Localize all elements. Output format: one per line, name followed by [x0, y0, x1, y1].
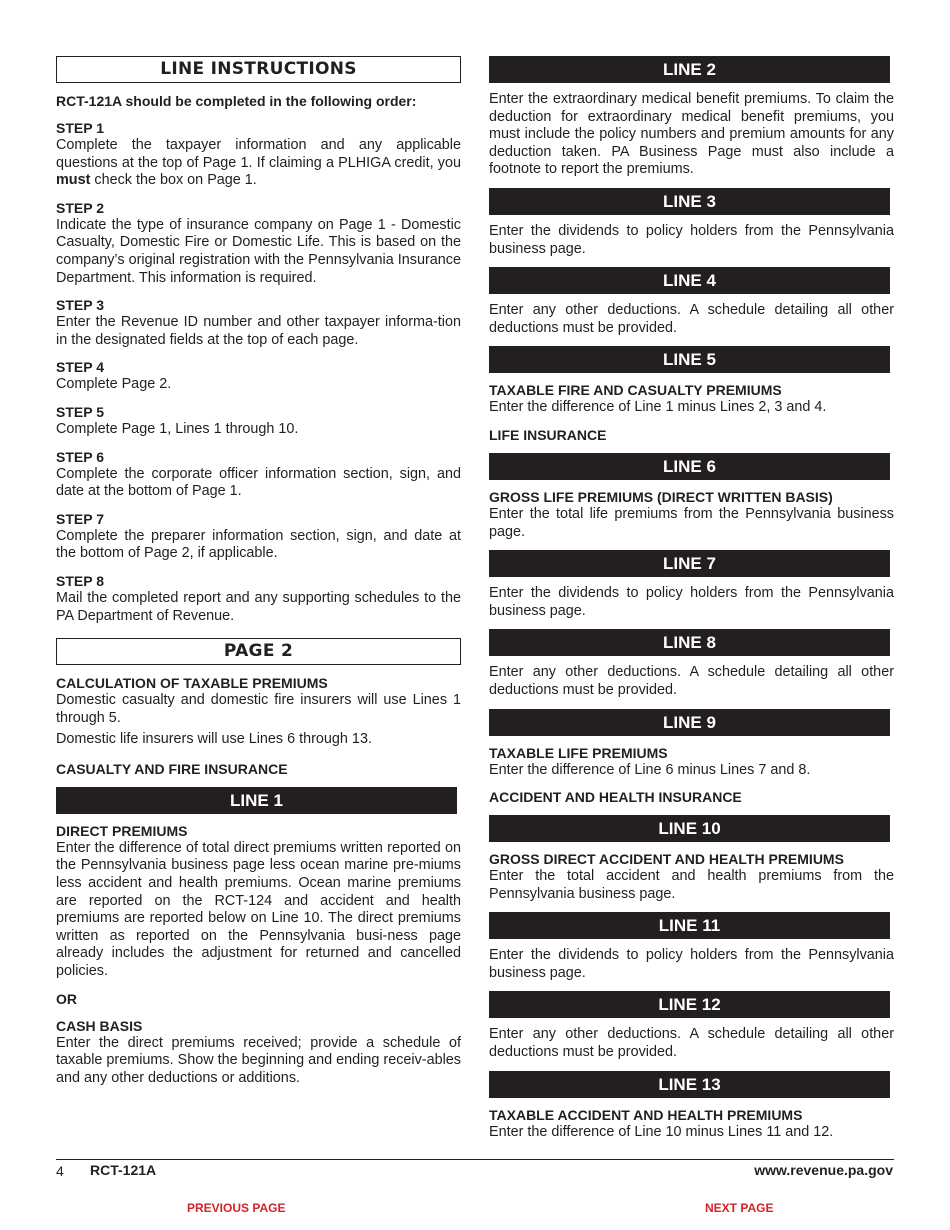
page-number: 4 [56, 1163, 64, 1179]
step-2-label: STEP 2 [56, 199, 104, 216]
line-4-text: Enter any other deductions. A schedule detailing all other deductions must be provided. [489, 302, 894, 336]
line-12-text: Enter any other deductions. A schedule detailing all other deductions must be provided. [489, 1026, 894, 1061]
step-6-label: STEP 6 [56, 448, 104, 465]
line-13-heading: TAXABLE ACCIDENT AND HEALTH PREMIUMS [489, 1106, 803, 1123]
line-13-bar: LINE 13 [489, 1071, 890, 1098]
step-8-label: STEP 8 [56, 572, 104, 589]
step-1-label: STEP 1 [56, 120, 104, 136]
line-10-bar: LINE 10 [489, 815, 890, 842]
line-8-bar: LINE 8 [489, 629, 890, 656]
step-5-label: STEP 5 [56, 403, 104, 420]
website-url: www.revenue.pa.gov [754, 1162, 893, 1178]
line-5-heading: TAXABLE FIRE AND CASUALTY PREMIUMS [489, 382, 782, 399]
calc-text-1: Domestic casualty and domestic fire insurers will use Lines 1 through 5. [56, 692, 461, 726]
line-8-text: Enter any other deductions. A schedule detailing all other deductions must be provided. [489, 664, 894, 698]
form-id: RCT-121A [90, 1162, 157, 1178]
calc-text-2: Domestic life insurers will use Lines 6 through 13. [56, 731, 372, 748]
left-column [56, 56, 461, 1087]
line-3-bar: LINE 3 [489, 188, 890, 215]
line-1-bar: LINE 1 [56, 787, 457, 814]
line-9-text: Enter the difference of Line 6 minus Lines 7 and 8. [489, 761, 811, 778]
line-6-heading: GROSS LIFE PREMIUMS (DIRECT WRITTEN BASIS) [489, 488, 833, 505]
casualty-heading: CASUALTY AND FIRE INSURANCE [56, 760, 288, 777]
line-7-bar: LINE 7 [489, 550, 890, 577]
line-3-text: Enter the dividends to policy holders from the Pennsylvania business page. [489, 222, 894, 257]
step-4-label: STEP 4 [56, 359, 104, 376]
line-9-bar: LINE 9 [489, 709, 890, 736]
right-column [489, 56, 894, 1141]
line-2-text: Enter the extraordinary medical benefit premiums. To claim the deduction for extraordinary medical benefit premiums, you must include the policy numbers and premium amounts for any deduction taken. PA Business Page must also include a footnote to report the premiums. [489, 91, 894, 178]
line-10-text: Enter the total accident and health premiums from the Pennsylvania business page. [489, 868, 894, 902]
line-5-bar: LINE 5 [489, 346, 890, 373]
calc-heading: CALCULATION OF TAXABLE PREMIUMS [56, 675, 328, 692]
line-instructions-title: LINE INSTRUCTIONS [56, 56, 461, 83]
line-11-bar: LINE 11 [489, 912, 890, 939]
direct-premiums-heading: DIRECT PREMIUMS [56, 822, 188, 839]
step-3-text: Enter the Revenue ID number and other taxpayer informa-tion in the designated fields at the top of each page. [56, 314, 461, 348]
step-7-label: STEP 7 [56, 510, 104, 527]
step-6-text: Complete the corporate officer information section, sign, and date at the bottom of Page 1. [56, 465, 461, 500]
life-insurance-heading: LIFE INSURANCE [489, 426, 607, 443]
accident-health-heading: ACCIDENT AND HEALTH INSURANCE [489, 789, 742, 806]
step-2-text: Indicate the type of insurance company on Page 1 - Domestic Casualty, Domestic Fire or Domestic Life. This is based on the company’s original registration with the Pennsylvania Insurance Department. This information is required. [56, 216, 461, 286]
step-5-text: Complete Page 1, Lines 1 through 10. [56, 420, 299, 437]
next-page-link[interactable]: NEXT PAGE [705, 1201, 774, 1215]
line-13-text: Enter the difference of Line 10 minus Lines 11 and 12. [489, 1123, 834, 1140]
previous-page-link[interactable]: PREVIOUS PAGE [187, 1201, 286, 1215]
line-11-text: Enter the dividends to policy holders from the Pennsylvania business page. [489, 947, 894, 981]
line-9-heading: TAXABLE LIFE PREMIUMS [489, 744, 668, 761]
line-2-bar: LINE 2 [489, 56, 890, 83]
step-1-text: Complete the taxpayer information and any applicable questions at the top of Page 1. If claiming a PLHIGA credit, you must check the box on Page 1. [56, 137, 461, 189]
cash-basis-heading: CASH BASIS [56, 1017, 143, 1034]
step-8-text: Mail the completed report and any supporting schedules to the PA Department of Revenue. [56, 589, 461, 624]
line-5-text: Enter the difference of Line 1 minus Lines 2, 3 and 4. [489, 399, 827, 416]
line-12-bar: LINE 12 [489, 991, 890, 1018]
line-7-text: Enter the dividends to policy holders from the Pennsylvania business page. [489, 585, 894, 619]
or-label: OR [56, 990, 77, 1007]
direct-premiums-text: Enter the difference of total direct premiums written reported on the Pennsylvania business page less ocean marine pre-miums less accident and health premiums. Ocean marine premiums are reported on the RCT-124 and accident and health premiums are reported below on Line 10. The direct premiums written as reported on the Pennsylvania busi-ness page already includes the adjustment for returned and cancelled policies. [56, 839, 461, 980]
line-10-heading: GROSS DIRECT ACCIDENT AND HEALTH PREMIUMS [489, 851, 844, 868]
order-intro: RCT-121A should be completed in the following order: [56, 93, 417, 109]
step-3-label: STEP 3 [56, 297, 104, 314]
footer-divider [56, 1159, 894, 1160]
line-6-bar: LINE 6 [489, 453, 890, 480]
step-4-text: Complete Page 2. [56, 376, 172, 393]
page-2-title: PAGE 2 [56, 638, 461, 665]
line-4-bar: LINE 4 [489, 267, 890, 294]
line-6-text: Enter the total life premiums from the Pennsylvania business page. [489, 505, 894, 540]
cash-basis-text: Enter the direct premiums received; provide a schedule of taxable premiums. Show the beginning and ending receiv-ables and any other deductions or additions. [56, 1034, 461, 1086]
step-7-text: Complete the preparer information section, sign, and date at the bottom of Page 2, if applicable. [56, 527, 461, 562]
